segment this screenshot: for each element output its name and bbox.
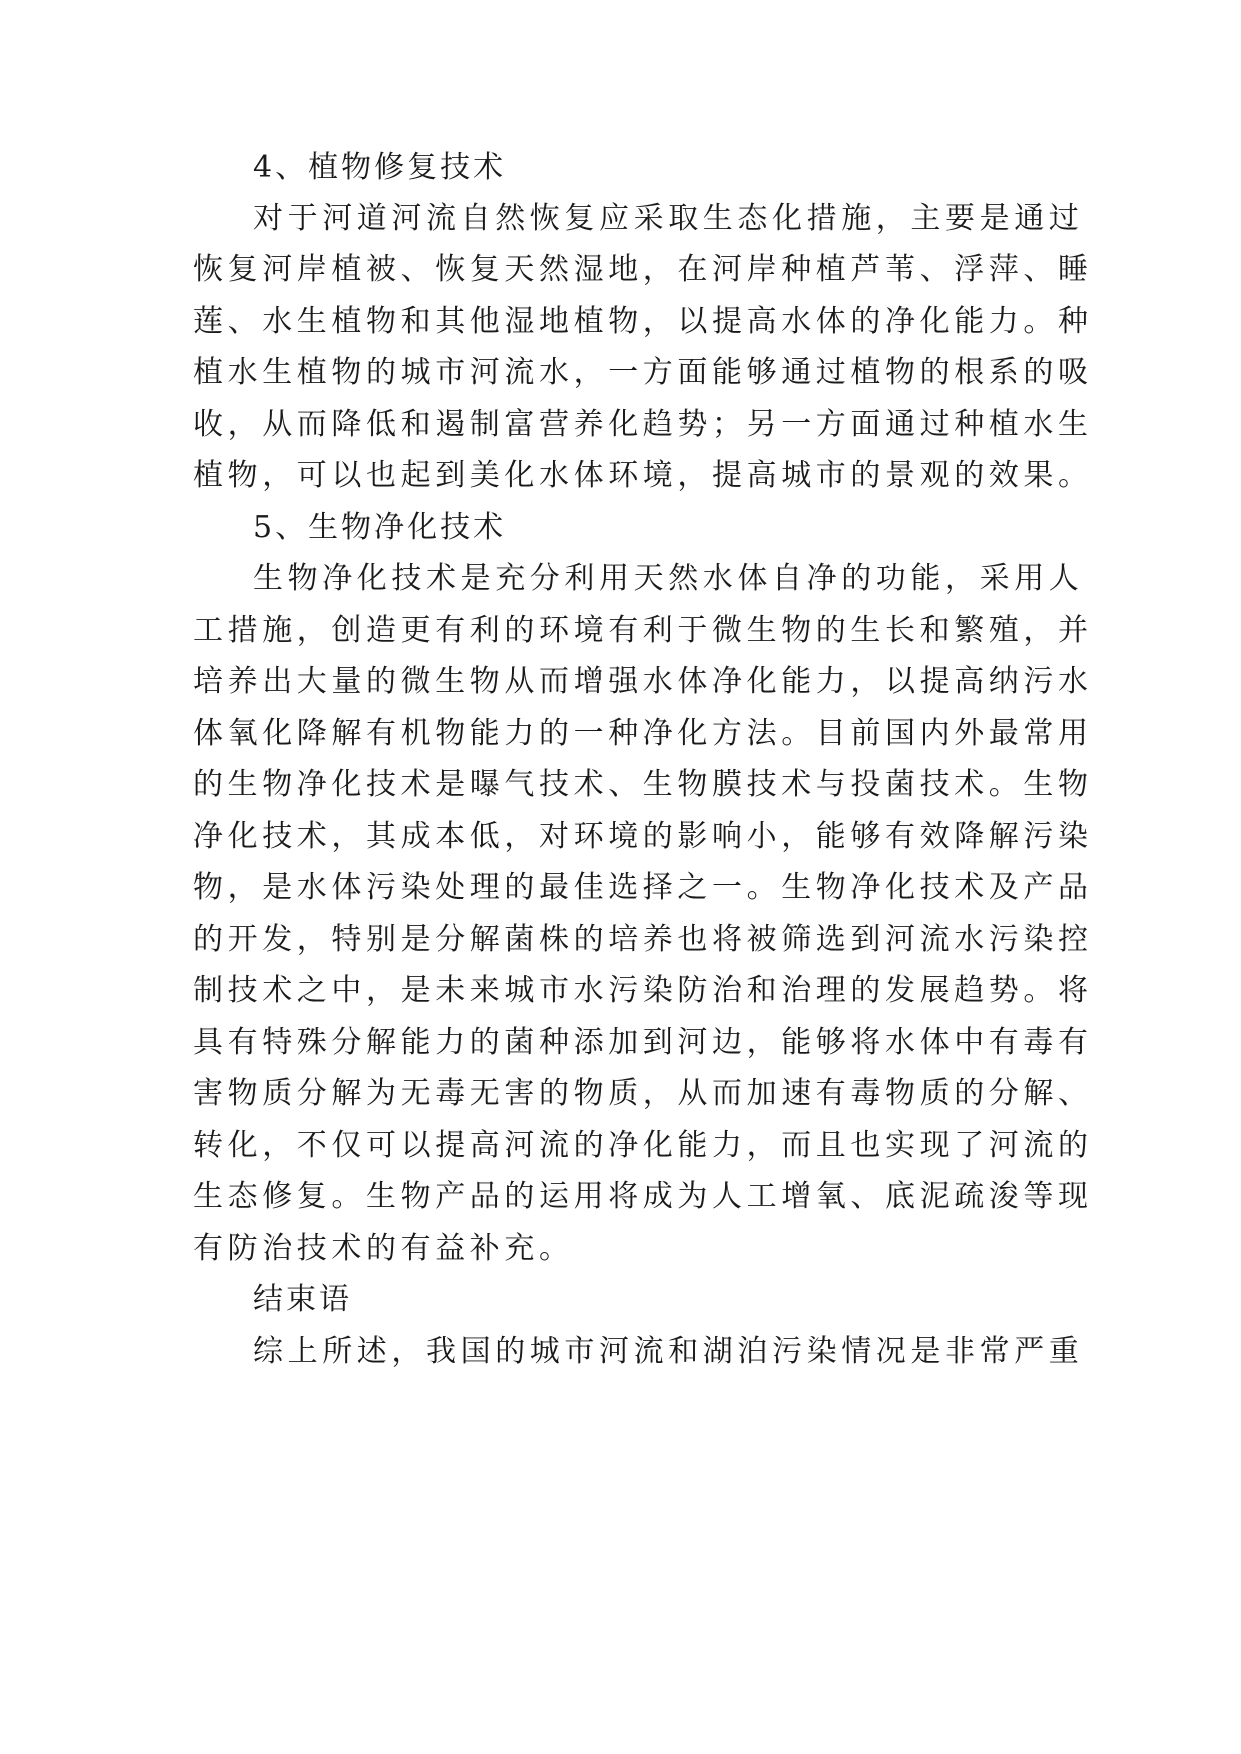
paragraph-line: 的生物净化技术是曝气技术、生物膜技术与投菌技术。生物	[193, 767, 1093, 802]
paragraph-line: 具有特殊分解能力的菌种添加到河边，能够将水体中有毒有	[193, 1025, 1093, 1060]
paragraph-line: 恢复河岸植被、恢复天然湿地，在河岸种植芦苇、浮萍、睡	[193, 252, 1093, 287]
paragraph-line: 工措施，创造更有利的环境有利于微生物的生长和繁殖，并	[193, 613, 1093, 648]
paragraph-line: 制技术之中，是未来城市水污染防治和治理的发展趋势。将	[193, 973, 1093, 1008]
paragraph-line: 生物净化技术是充分利用天然水体自净的功能，采用人	[253, 561, 1084, 596]
paragraph-line: 植物，可以也起到美化水体环境，提高城市的景观的效果。	[193, 458, 1093, 493]
section-heading-biological-purification: 5、生物净化技术	[253, 510, 507, 545]
section-heading-conclusion: 结束语	[253, 1282, 352, 1317]
paragraph-line: 对于河道河流自然恢复应采取生态化措施，主要是通过	[253, 201, 1084, 236]
paragraph-line: 生态修复。生物产品的运用将成为人工增氧、底泥疏浚等现	[193, 1179, 1093, 1214]
paragraph-line: 害物质分解为无毒无害的物质，从而加速有毒物质的分解、	[193, 1076, 1093, 1111]
paragraph-line: 的开发，特别是分解菌株的培养也将被筛选到河流水污染控	[193, 922, 1093, 957]
paragraph-line: 收，从而降低和遏制富营养化趋势；另一方面通过种植水生	[193, 407, 1093, 442]
paragraph-line: 净化技术，其成本低，对环境的影响小，能够有效降解污染	[193, 819, 1093, 854]
paragraph-line: 转化，不仅可以提高河流的净化能力，而且也实现了河流的	[193, 1128, 1093, 1163]
paragraph-line: 体氧化降解有机物能力的一种净化方法。目前国内外最常用	[193, 716, 1093, 751]
paragraph-line: 有防治技术的有益补充。	[193, 1231, 574, 1266]
section-heading-plant-remediation: 4、植物修复技术	[253, 150, 507, 185]
paragraph-line: 植水生植物的城市河流水，一方面能够通过植物的根系的吸	[193, 355, 1093, 390]
paragraph-line: 物，是水体污染处理的最佳选择之一。生物净化技术及产品	[193, 870, 1093, 905]
paragraph-line: 培养出大量的微生物从而增强水体净化能力，以提高纳污水	[193, 664, 1093, 699]
paragraph-line: 莲、水生植物和其他湿地植物，以提高水体的净化能力。种	[193, 304, 1093, 339]
paragraph-line: 综上所述，我国的城市河流和湖泊污染情况是非常严重	[253, 1334, 1084, 1369]
